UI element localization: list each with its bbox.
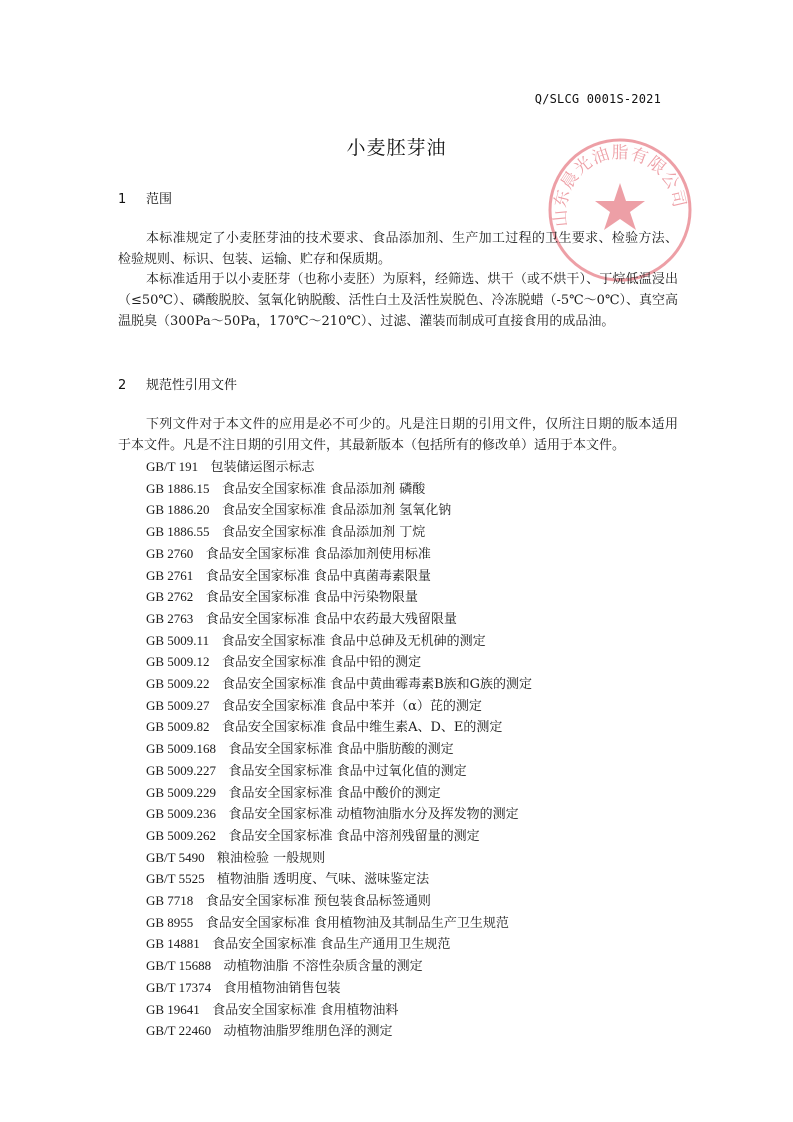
reference-title: 动植物油脂 不溶性杂质含量的测定 [223,959,423,975]
reference-title: 食品安全国家标准 食品中真菌毒素限量 [205,568,431,584]
reference-title: 食品安全国家标准 食品中溶剂残留量的测定 [228,828,480,844]
references-intro-paragraph: 下列文件对于本文件的应用是必不可少的。凡是注日期的引用文件，仅所注日期的版本适用于本文件。凡是不注日期的引用文件，其最新版本（包括所有的修改单）适用于本文件。 [118,417,678,453]
reference-title: 包装储运图示标志 [210,460,315,475]
reference-title: 食品安全国家标准 食品中农药最大残留限量 [205,611,457,627]
reference-item [146,674,532,696]
reference-item [146,522,532,544]
section-title: 范围 [146,192,173,207]
reference-code: GB 1886.55 [146,524,210,540]
reference-code: GB/T 191 [146,459,199,474]
reference-title: 食品安全国家标准 食品生产通用卫生规范 [212,937,451,953]
reference-code: GB/T 17374 [146,979,212,995]
reference-title: 食品安全国家标准 食品添加剂 丁烷 [221,525,426,541]
reference-item [146,696,532,718]
seal-text: 山东晨光油脂有限公司 [550,143,690,228]
reference-title: 食品安全国家标准 食品中酸价的测定 [228,785,441,801]
reference-item [146,652,532,674]
scope-paragraph-1: 本标准规定了小麦胚芽油的技术要求、食品添加剂、生产加工过程的卫生要求、检验方法、检验规则、标识、包装、运输、贮存和保质期。 [118,231,678,267]
reference-item [146,891,532,913]
reference-code: GB 5009.229 [146,784,217,800]
reference-code: GB 5009.12 [146,654,210,670]
standard-code: Q/SLCG 0001S-2021 [534,92,661,106]
reference-item [146,978,532,1000]
reference-item [146,848,532,870]
reference-code: GB 2760 [146,545,194,561]
reference-code: GB 2763 [146,610,194,626]
reference-code: GB 5009.236 [146,806,217,822]
reference-title: 食品安全国家标准 食品中苯并（α）芘的测定 [221,698,482,714]
reference-code: GB/T 22460 [146,1023,212,1039]
reference-title: 动植物油脂罗维朋色泽的测定 [223,1024,393,1040]
reference-title: 食品安全国家标准 食品中维生素A、D、E的测定 [221,720,503,736]
reference-code: GB/T 5525 [146,871,205,887]
reference-item [146,479,532,501]
reference-item [146,587,532,609]
reference-item [146,739,532,761]
section-number: 2 [118,378,127,393]
reference-item [146,761,532,783]
reference-title: 食品安全国家标准 食品中过氧化值的测定 [228,763,467,779]
reference-item [146,1021,532,1043]
reference-code: GB 19641 [146,1001,200,1017]
reference-title: 食品安全国家标准 食品添加剂 氢氧化钠 [221,503,452,519]
section-title: 规范性引用文件 [146,378,238,393]
reference-item [146,934,532,956]
reference-code: GB 5009.22 [146,676,210,692]
reference-item [146,826,532,848]
reference-title: 食品安全国家标准 预包装食品标签通则 [205,894,431,910]
reference-code: GB 5009.227 [146,762,217,778]
reference-code: GB 2761 [146,567,194,583]
reference-code: GB 1886.20 [146,502,210,518]
reference-code: GB 14881 [146,936,200,952]
reference-item [146,609,532,631]
reference-item [146,913,532,935]
reference-title: 食品安全国家标准 食品中黄曲霉毒素B族和G族的测定 [221,677,533,693]
reference-code: GB 2762 [146,589,194,605]
reference-item [146,544,532,566]
reference-title: 食品安全国家标准 食品中总砷及无机砷的测定 [221,633,486,649]
reference-title: 食品安全国家标准 食品中铅的测定 [221,655,422,671]
reference-item [146,457,532,479]
reference-title: 食品安全国家标准 食用植物油料 [212,1002,399,1018]
reference-title: 粮油检验 一般规则 [217,850,326,866]
reference-title: 食品安全国家标准 食品中污染物限量 [205,590,418,606]
reference-code: GB 5009.262 [146,827,217,843]
reference-code: GB 1886.15 [146,480,210,496]
reference-code: GB 8955 [146,914,194,930]
reference-item [146,1000,532,1022]
reference-code: GB 5009.27 [146,697,210,713]
reference-item [146,566,532,588]
reference-code: GB 5009.11 [146,632,210,648]
section-number: 1 [118,192,127,207]
reference-title: 植物油脂 透明度、气味、滋味鉴定法 [217,872,430,888]
document-title: 小麦胚芽油 [346,137,447,159]
section-1-heading [118,188,172,207]
reference-item [146,804,532,826]
reference-code: GB 5009.82 [146,719,210,735]
reference-title: 食品安全国家标准 动植物油脂水分及挥发物的测定 [228,807,519,823]
reference-title: 食品安全国家标准 食品添加剂使用标准 [205,546,431,562]
reference-item [146,631,532,653]
reference-title: 食用植物油销售包装 [223,980,341,996]
reference-title: 食品安全国家标准 食品中脂肪酸的测定 [228,742,454,758]
reference-item [146,717,532,739]
reference-item [146,783,532,805]
reference-code: GB/T 5490 [146,849,205,865]
scope-paragraph-2: 本标准适用于以小麦胚芽（也称小麦胚）为原料，经筛选、烘干（或不烘干）、丁烷低温浸出（≤50℃）、磷酸脱胶、氢氧化钠脱酸、活性白土及活性炭脱色、冷冻脱蜡（-5℃～0℃）、真空高温脱臭（300Pa～50Pa，170℃～210℃）、过滤、灌装而制成可直接食用的成品油。 [118,272,678,329]
section-2-heading [118,374,237,393]
reference-code: GB 5009.168 [146,741,217,757]
reference-title: 食品安全国家标准 食用植物油及其制品生产卫生规范 [205,915,509,931]
reference-code: GB 7718 [146,893,194,909]
normative-references-list [146,457,532,1043]
reference-item [146,869,532,891]
reference-item [146,500,532,522]
reference-item [146,956,532,978]
reference-code: GB/T 15688 [146,958,212,974]
reference-title: 食品安全国家标准 食品添加剂 磷酸 [221,481,426,497]
